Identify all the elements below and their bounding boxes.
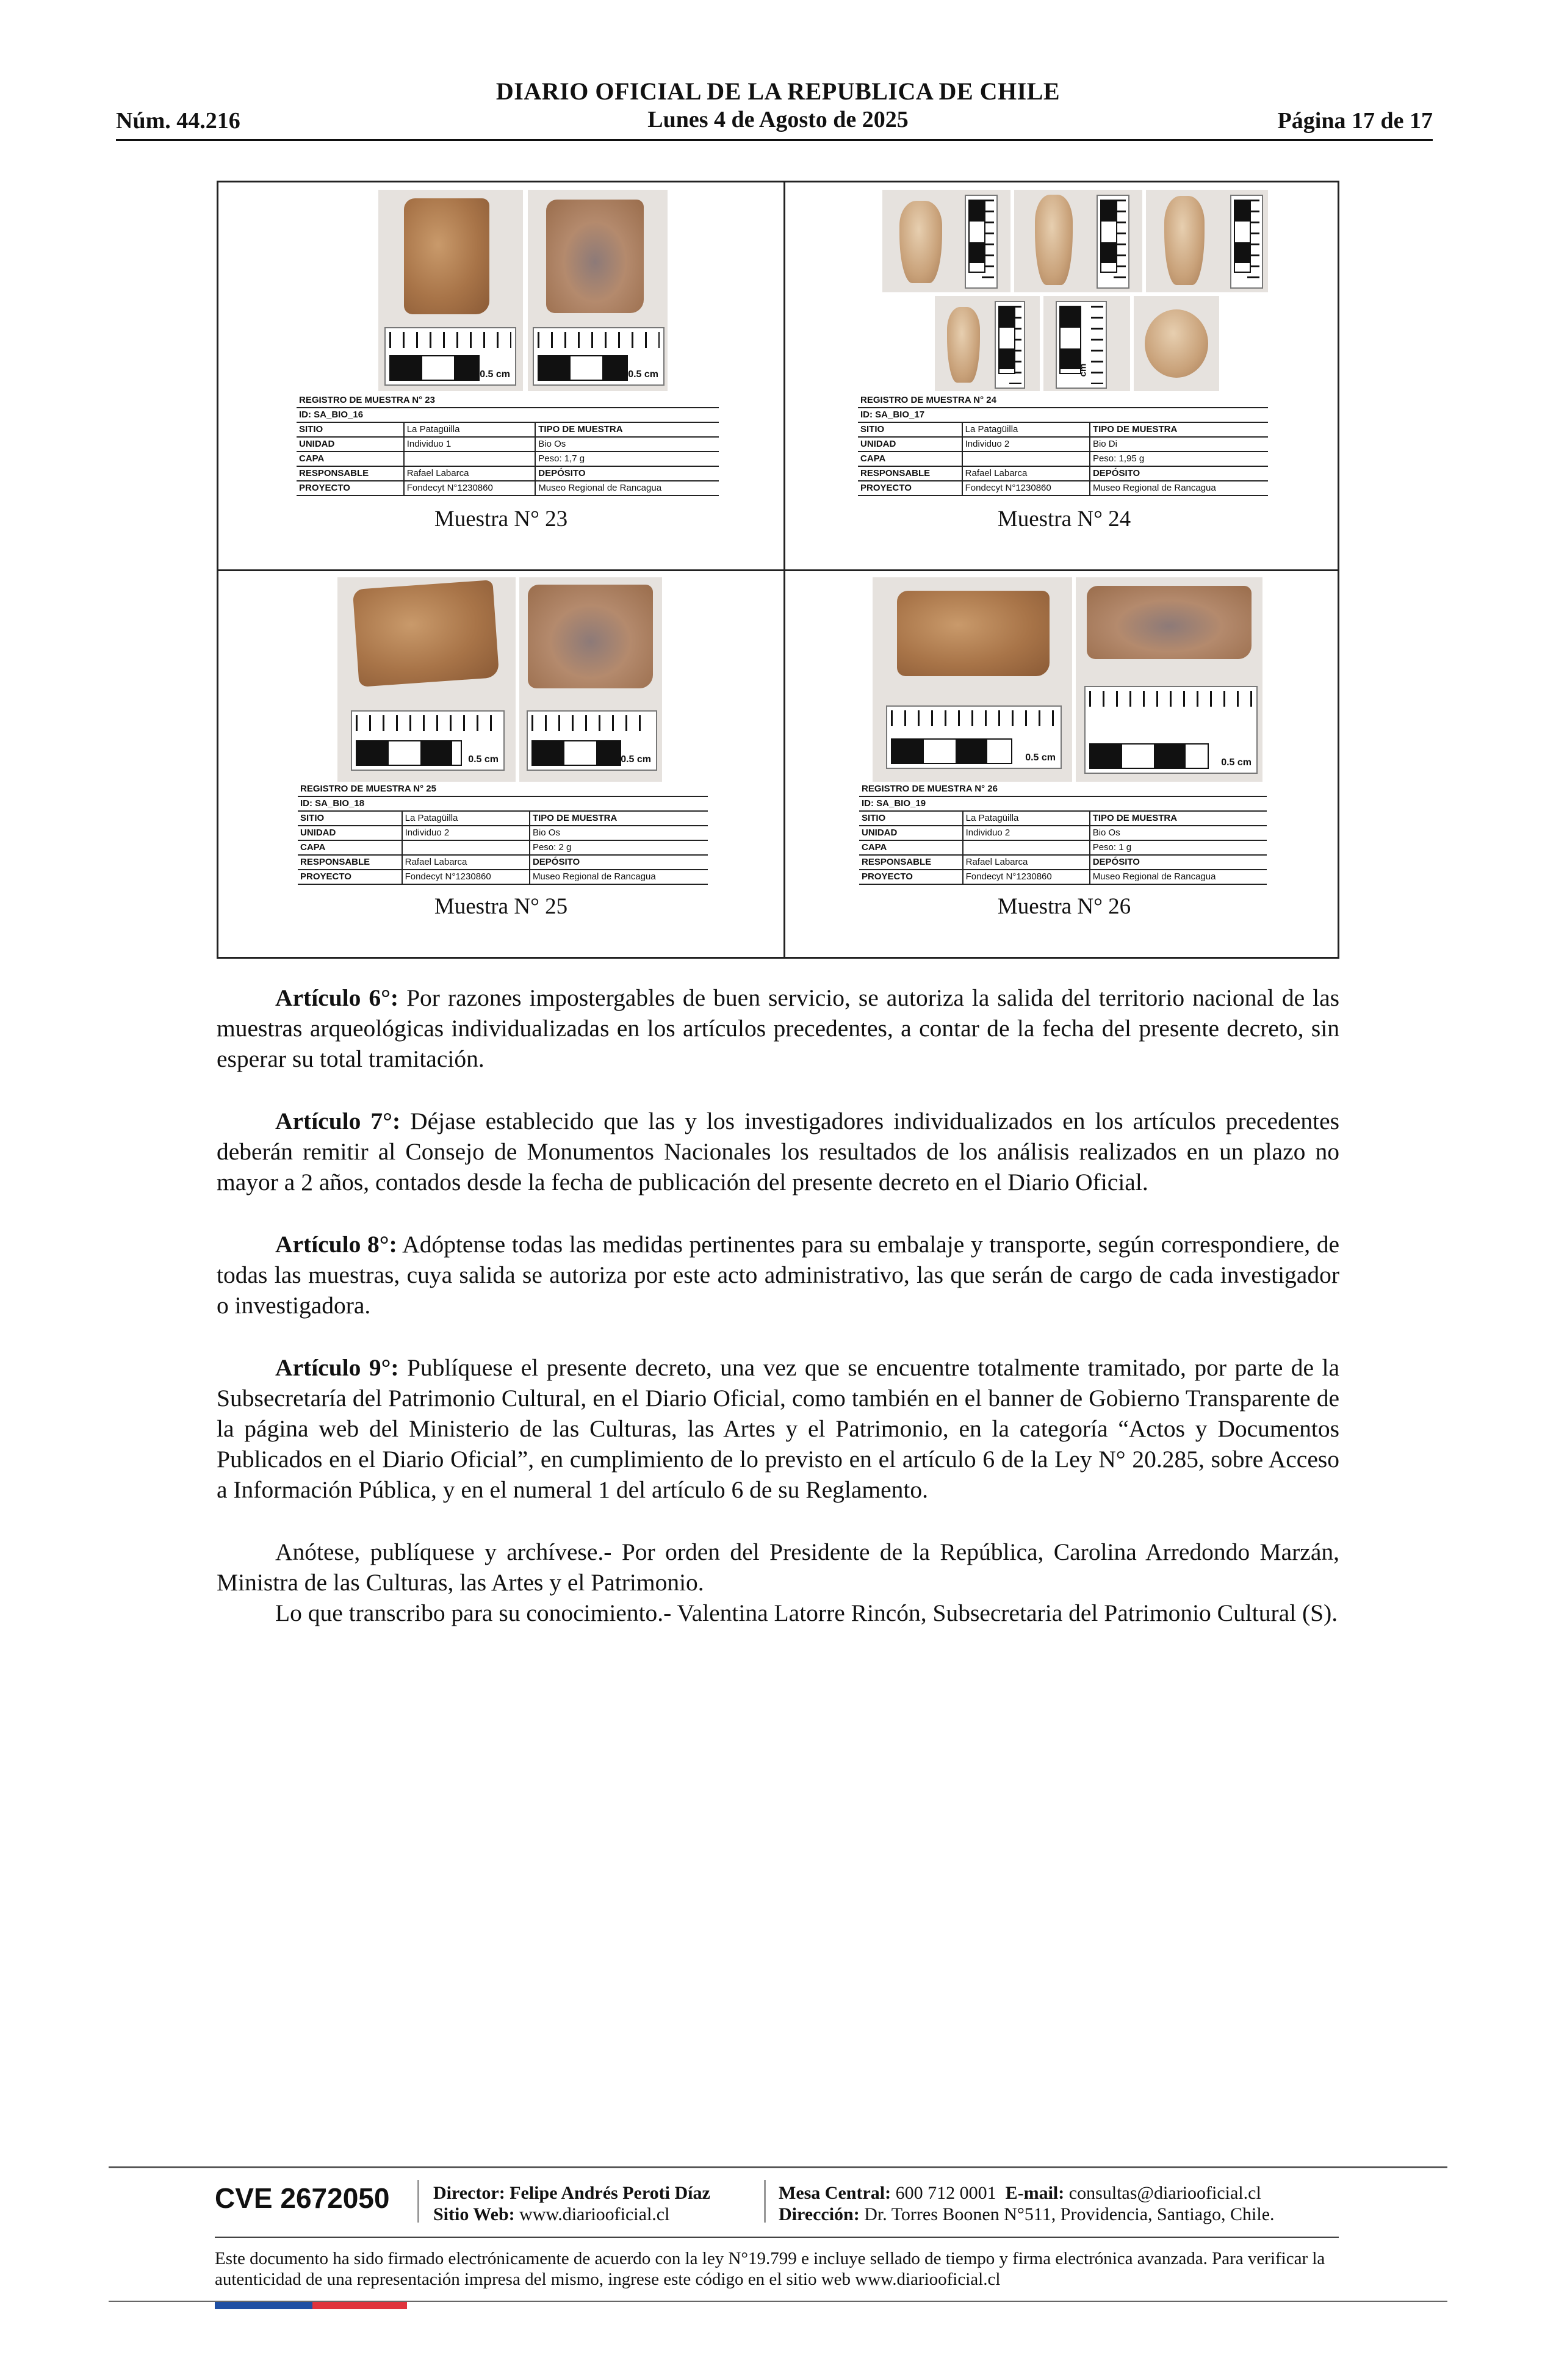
sample-record-table: REGISTRO DE MUESTRA N° 26 ID: SA_BIO_19 SITIO La Patagüilla TIPO DE MUESTRA UNIDAD Individuo 2 Bio Os CAPA Peso: 1 g RESPONSABLE Rafael Labarca DEPÓSITO PROYECTO Fondecyt N°1230860 Museo Regional de Rancagua — [859, 782, 1267, 885]
tooth-photo-1 — [882, 190, 1010, 292]
sample-cell-24 — [783, 182, 1345, 569]
issue-number: Núm. 44.216 — [116, 108, 240, 134]
flag-bar-blue — [215, 2302, 312, 2309]
footer-divider — [215, 2237, 1339, 2238]
sample-photo-front: 0.5 cm — [337, 577, 516, 782]
footer-separator — [764, 2180, 766, 2223]
footer-divider — [109, 2166, 1447, 2168]
email-link[interactable]: consultas@diariooficial.cl — [1068, 2183, 1261, 2203]
decree-body — [217, 983, 1339, 1628]
sample-record-table: REGISTRO DE MUESTRA N° 25 ID: SA_BIO_18 SITIO La Patagüilla TIPO DE MUESTRA UNIDAD Individuo 2 Bio Os CAPA Peso: 2 g RESPONSABLE Rafael Labarca DEPÓSITO PROYECTO Fondecyt N°1230860 Museo Regional de Rancagua — [298, 782, 708, 885]
sample-cell-25 — [218, 571, 780, 958]
tooth-photo-5: cm — [1043, 296, 1130, 391]
sample-photo-front: 0.5 cm — [873, 577, 1072, 782]
sample-caption: Muestra N° 23 — [434, 507, 568, 532]
sample-caption: Muestra N° 26 — [997, 894, 1131, 919]
article-9: Artículo 9°: Publíquese el presente decreto, una vez que se encuentre totalmente tramitado, por parte de la Subsecretaría del Patrimonio Cultural, en el Diario Oficial, como también en el banner de Gobierno Transparente de la página web del Ministerio de las Culturas, las Artes y el Patrimonio, en la categoría “Actos y Documentos Publicados en el Diario Oficial”, en cumplimiento de lo previsto en el artículo 6 de la Ley N° 20.285, sobre Acceso a Información Pública, y en el numeral 1 del artículo 6 de su Reglamento. — [217, 1354, 1339, 1503]
footer-director-block: Director: Felipe Andrés Peroti Díaz Sitio Web: www.diariooficial.cl — [433, 2183, 710, 2224]
sample-photo-back: 0.5 cm — [519, 577, 662, 782]
page-indicator: Página 17 de 17 — [1277, 108, 1433, 134]
cve-code: CVE 2672050 — [215, 2182, 390, 2214]
article-7: Artículo 7°: Déjase establecido que las y los investigadores individualizados en los artículos precedentes deberán remitir al Consejo de Monumentos Nacionales los resultados de los análisis realizados en un plazo no mayor a 2 años, contados desde la fecha de publicación del presente decreto en el Diario Oficial. — [217, 1108, 1339, 1195]
footer-contact-block: Mesa Central: 600 712 0001 E-mail: consultas@diariooficial.cl Dirección: Dr. Torres Boonen N°511, Providencia, Santiago, Chile. — [779, 2183, 1275, 2224]
sample-caption: Muestra N° 24 — [997, 507, 1131, 532]
closing-transcription: Lo que transcribo para su conocimiento.- Valentina Latorre Rincón, Subsecretaria del Patrimonio Cultural (S). — [275, 1599, 1338, 1626]
samples-grid — [217, 181, 1339, 959]
tooth-photo-4 — [935, 296, 1040, 391]
tooth-photo-6 — [1134, 296, 1219, 391]
sample-cell-23 — [218, 182, 780, 569]
tooth-photo-3 — [1146, 190, 1268, 292]
tooth-photo-2 — [1014, 190, 1142, 292]
website-link[interactable]: www.diariooficial.cl — [519, 2204, 670, 2224]
issue-date: Lunes 4 de Agosto de 2025 — [647, 107, 909, 132]
sample-record-table: REGISTRO DE MUESTRA N° 23 ID: SA_BIO_16 SITIO La Patagüilla TIPO DE MUESTRA UNIDAD Individuo 1 Bio Os CAPA Peso: 1,7 g RESPONSABLE Rafael Labarca DEPÓSITO PROYECTO Fondecyt N°1230860 Museo Regional de Rancagua — [297, 394, 719, 496]
electronic-signature-notice: Este documento ha sido firmado electrónicamente de acuerdo con la ley N°19.799 e incluye sellado de tiempo y firma electrónica avanzada. Para verificar la autenticidad de una representación impresa del mismo, ingrese este código en el sitio web www.diariooficial.cl — [215, 2249, 1325, 2289]
sample-caption: Muestra N° 25 — [434, 894, 568, 919]
article-6: Artículo 6°: Por razones impostergables de buen servicio, se autoriza la salida del territorio nacional de las muestras arqueológicas individualizadas en los artículos precedentes, a contar de la fecha del presente decreto, sin esperar su total tramitación. — [217, 984, 1339, 1072]
closing-order: Anótese, publíquese y archívese.- Por orden del Presidente de la República, Carolina Arredondo Marzán, Ministra de las Culturas, las Artes y el Patrimonio. — [217, 1538, 1339, 1596]
header-divider — [116, 139, 1433, 141]
flag-bar-red — [312, 2302, 407, 2309]
sample-photo-front: 0.5 cm — [378, 190, 523, 391]
newspaper-title: DIARIO OFICIAL DE LA REPUBLICA DE CHILE — [495, 78, 1061, 105]
sample-cell-26 — [783, 571, 1345, 958]
article-8: Artículo 8°: Adóptense todas las medidas pertinentes para su embalaje y transporte, según correspondiere, de todas las muestras, cuya salida se autoriza por este acto administrativo, las que serán de cargo de cada investigador o investigadora. — [217, 1231, 1339, 1319]
sample-photo-back: 0.5 cm — [528, 190, 668, 391]
footer-separator — [417, 2180, 419, 2223]
sample-record-table: REGISTRO DE MUESTRA N° 24 ID: SA_BIO_17 SITIO La Patagüilla TIPO DE MUESTRA UNIDAD Individuo 2 Bio Di CAPA Peso: 1,95 g RESPONSABLE Rafael Labarca DEPÓSITO PROYECTO Fondecyt N°1230860 Museo Regional de Rancagua — [858, 394, 1268, 496]
sample-photo-back: 0.5 cm — [1076, 577, 1262, 782]
